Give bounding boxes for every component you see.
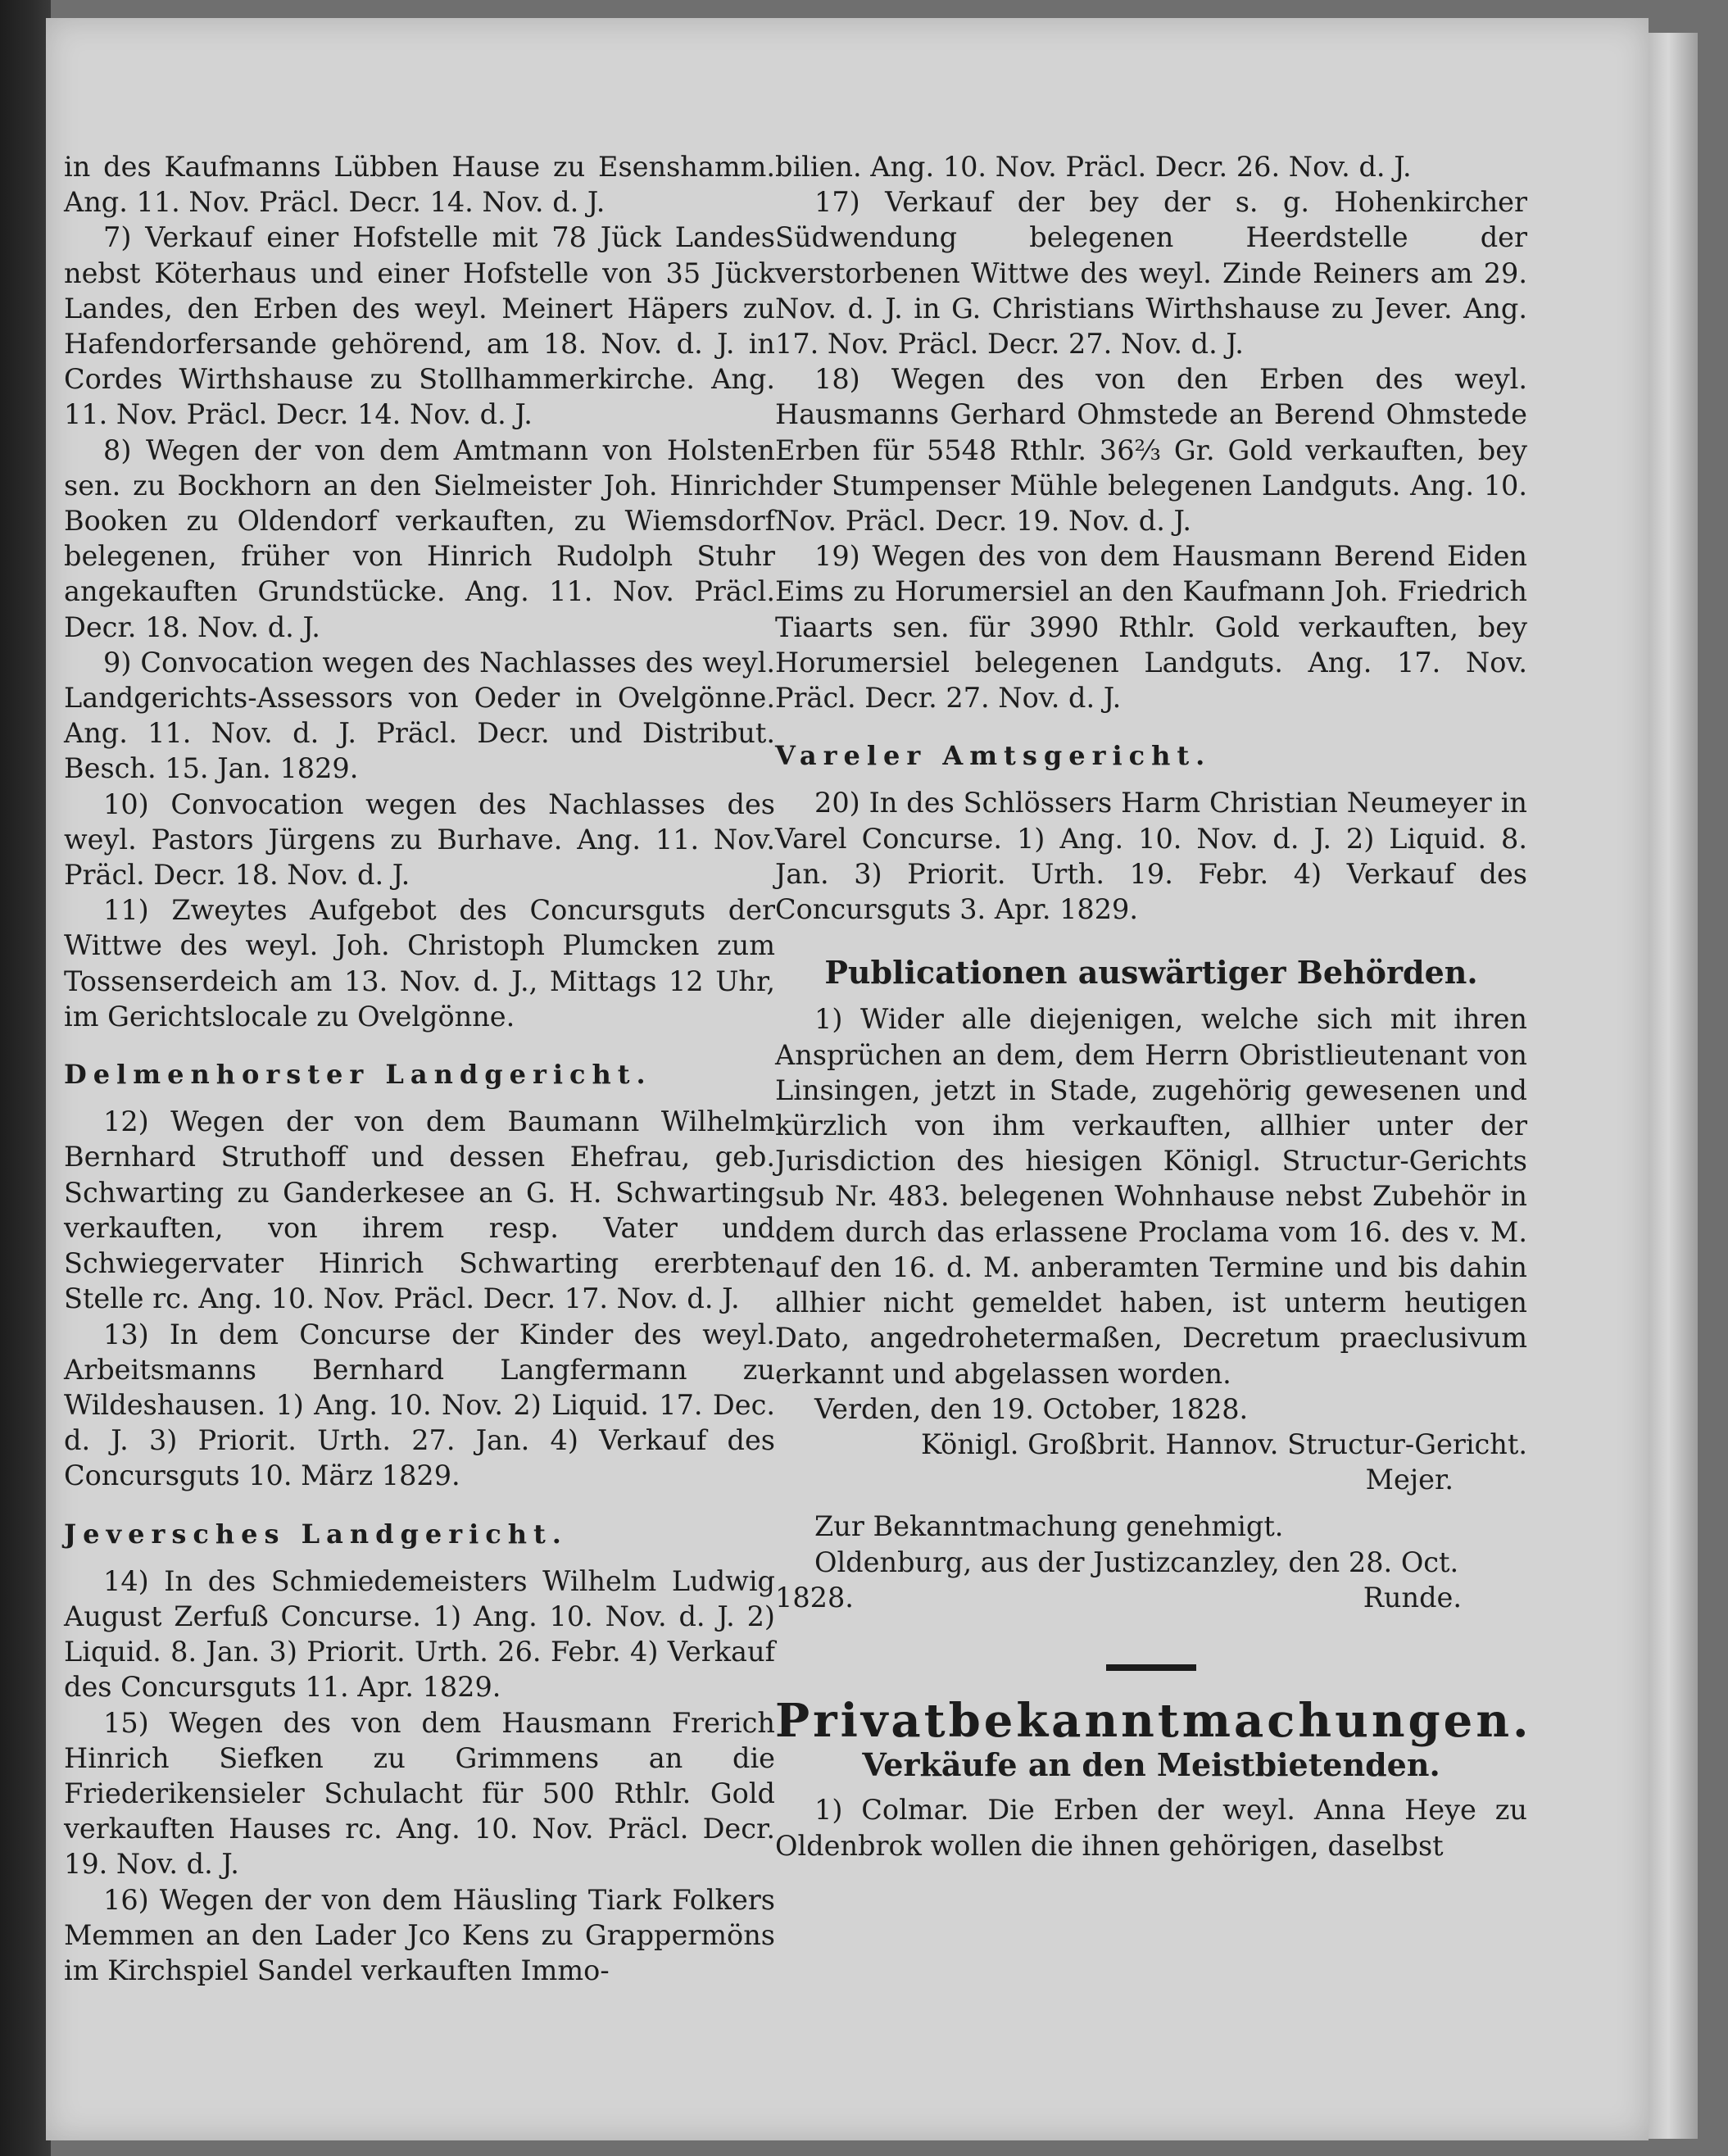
right-column <box>775 149 1532 1863</box>
approval-signline <box>775 1580 1527 1615</box>
paragraph: 1) Wider alle diejenigen, welche sich mit ihren Ansprüchen an dem, dem Herrn Obristlieutenant von Linsingen, jetzt in Stade, zugehörig gewesenen und kürzlich von ihm verkauften, allhier unter der Jurisdiction des hiesigen Königl. Structur-Gerichts sub Nr. 483. belegenen Wohnhause nebst Zubehör in dem durch das erlassene Proclama vom 16. des v. M. auf den 16. d. M. anberamten Termine und bis dahin allhier nicht gemeldet haben, ist unterm heutigen Dato, angedrohetermaßen, Decretum praeclusivum erkannt und abgelassen worden. <box>775 1003 1527 1390</box>
section-heading: Jeversches Landgericht. <box>64 1518 568 1550</box>
paragraph: bilien. Ang. 10. Nov. Präcl. Decr. 26. Nov. d. J. <box>775 151 1412 183</box>
paragraph: 10) Convocation wegen des Nachlasses des weyl. Pastors Jürgens zu Burhave. Ang. 11. Nov. Präcl. Decr. 18. Nov. d. J. <box>64 788 775 892</box>
place-date: Verden, den 19. October, 1828. <box>814 1392 1249 1425</box>
left-column <box>64 149 775 1988</box>
divider-rule <box>1106 1664 1196 1671</box>
section-heading: Vareler Amtsgericht. <box>775 740 1212 772</box>
publications-heading: Publicationen auswärtiger Behörden. <box>824 954 1478 992</box>
section-heading: Delmenhorster Landgericht. <box>64 1059 652 1091</box>
authority: Königl. Großbrit. Hannov. Structur-Gericht. <box>921 1427 1527 1460</box>
paragraph: 11) Zweytes Aufgebot des Concursguts der Wittwe des weyl. Joh. Christoph Plumcken zum Tossenserdeich am 13. Nov. d. J., Mittags 12 Uhr, im Gerichtslocale zu Ovelgönne. <box>64 894 775 1033</box>
approval-note: Zur Bekanntmachung genehmigt. <box>814 1510 1284 1543</box>
paragraph: 13) In dem Concurse der Kinder des weyl. Arbeitsmanns Bernhard Langfermann zu Wildeshausen. 1) Ang. 10. Nov. 2) Liquid. 17. Dec. d. J. 3) Priorit. Urth. 27. Jan. 4) Verkauf des Concursguts 10. März 1829. <box>64 1318 775 1492</box>
paragraph: 15) Wegen des von dem Hausmann Frerich Hinrich Siefken zu Grimmens an die Friederikensieler Schulacht für 500 Rthlr. Gold verkauften Hauses rc. Ang. 10. Nov. Präcl. Decr. 19. Nov. d. J. <box>64 1706 775 1881</box>
auction-heading: Verkäufe an den Meistbietenden. <box>862 1746 1440 1784</box>
paragraph: 7) Verkauf einer Hofstelle mit 78 Jück Landes nebst Köterhaus und einer Hofstelle von 35 Jück Landes, den Erben des weyl. Meinert Häpers zu Hafendorfersande gehörend, am 18. Nov. d. J. in Cordes Wirthshause zu Stollhammerkirche. Ang. 11. Nov. Präcl. Decr. 14. Nov. d. J. <box>64 221 775 431</box>
book-spine <box>0 0 51 2156</box>
paragraph: 12) Wegen der von dem Baumann Wilhelm Bernhard Struthoff und dessen Ehefrau, geb. Schwarting zu Ganderkesee an G. H. Schwarting verkauften, von ihrem resp. Vater und Schwiegervater Hinrich Schwarting ererbten Stelle rc. Ang. 10. Nov. Präcl. Decr. 17. Nov. d. J. <box>64 1105 775 1315</box>
paragraph: 17) Verkauf der bey der s. g. Hohenkircher Südwendung belegenen Heerdstelle der verstorbenen Wittwe des weyl. Zinde Reiners am 29. Nov. d. J. in G. Christians Wirthshause zu Jever. Ang. 17. Nov. Präcl. Decr. 27. Nov. d. J. <box>775 186 1527 361</box>
page-edge <box>1649 33 1698 2139</box>
paragraph: 9) Convocation wegen des Nachlasses des weyl. Landgerichts-Assessors von Oeder in Ovelgönne. Ang. 11. Nov. d. J. Präcl. Decr. und Distribut. Besch. 15. Jan. 1829. <box>64 646 775 785</box>
paragraph: 8) Wegen der von dem Amtmann von Holsten sen. zu Bockhorn an den Sielmeister Joh. Hinrich Booken zu Oldendorf verkauften, zu Wiemsdorf belegenen, früher von Hinrich Rudolph Stuhr angekauften Grundstücke. Ang. 11. Nov. Präcl. Decr. 18. Nov. d. J. <box>64 433 775 643</box>
paragraph: 20) In des Schlössers Harm Christian Neumeyer in Varel Concurse. 1) Ang. 10. Nov. d. J. 2) Liquid. 8. Jan. 3) Priorit. Urth. 19. Febr. 4) Verkauf des Concursguts 3. Apr. 1829. <box>775 787 1527 926</box>
approval-place: Oldenburg, aus der Justizcanzley, den 28. Oct. <box>814 1546 1459 1578</box>
paragraph: 18) Wegen des von den Erben des weyl. Hausmanns Gerhard Ohmstede an Berend Ohmstede Erben für 5548 Rthlr. 36⅔ Gr. Gold verkauften, bey der Stumpenser Mühle belegenen Landguts. Ang. 10. Nov. Präcl. Decr. 19. Nov. d. J. <box>775 363 1527 538</box>
paragraph: 1) Colmar. Die Erben der weyl. Anna Heye zu Oldenbrok wollen die ihnen gehörigen, daselbst <box>775 1794 1527 1862</box>
approval-signer: Runde. <box>1363 1581 1462 1614</box>
paragraph: in des Kaufmanns Lübben Hause zu Esenshamm. Ang. 11. Nov. Präcl. Decr. 14. Nov. d. J. <box>64 151 775 219</box>
paragraph: 14) In des Schmiedemeisters Wilhelm Ludwig August Zerfuß Concurse. 1) Ang. 10. Nov. d. J. 2) Liquid. 8. Jan. 3) Priorit. Urth. 26. Febr. 4) Verkauf des Concursguts 11. Apr. 1829. <box>64 1564 775 1704</box>
paragraph: 16) Wegen der von dem Häusling Tiark Folkers Memmen an den Lader Jco Kens zu Grappermöns im Kirchspiel Sandel verkauften Immo- <box>64 1883 775 1986</box>
approval-year: 1828. <box>775 1581 854 1614</box>
private-announcements-heading: Privatbekanntmachungen. <box>775 1693 1532 1748</box>
document-page <box>46 18 1649 2140</box>
paragraph: 19) Wegen des von dem Hausmann Berend Eiden Eims zu Horumersiel an den Kaufmann Joh. Friedrich Tiaarts sen. für 3990 Rthlr. Gold verkauften, bey Horumersiel belegenen Landguts. Ang. 17. Nov. Präcl. Decr. 27. Nov. d. J. <box>775 540 1527 715</box>
signer: Mejer. <box>1365 1464 1454 1496</box>
